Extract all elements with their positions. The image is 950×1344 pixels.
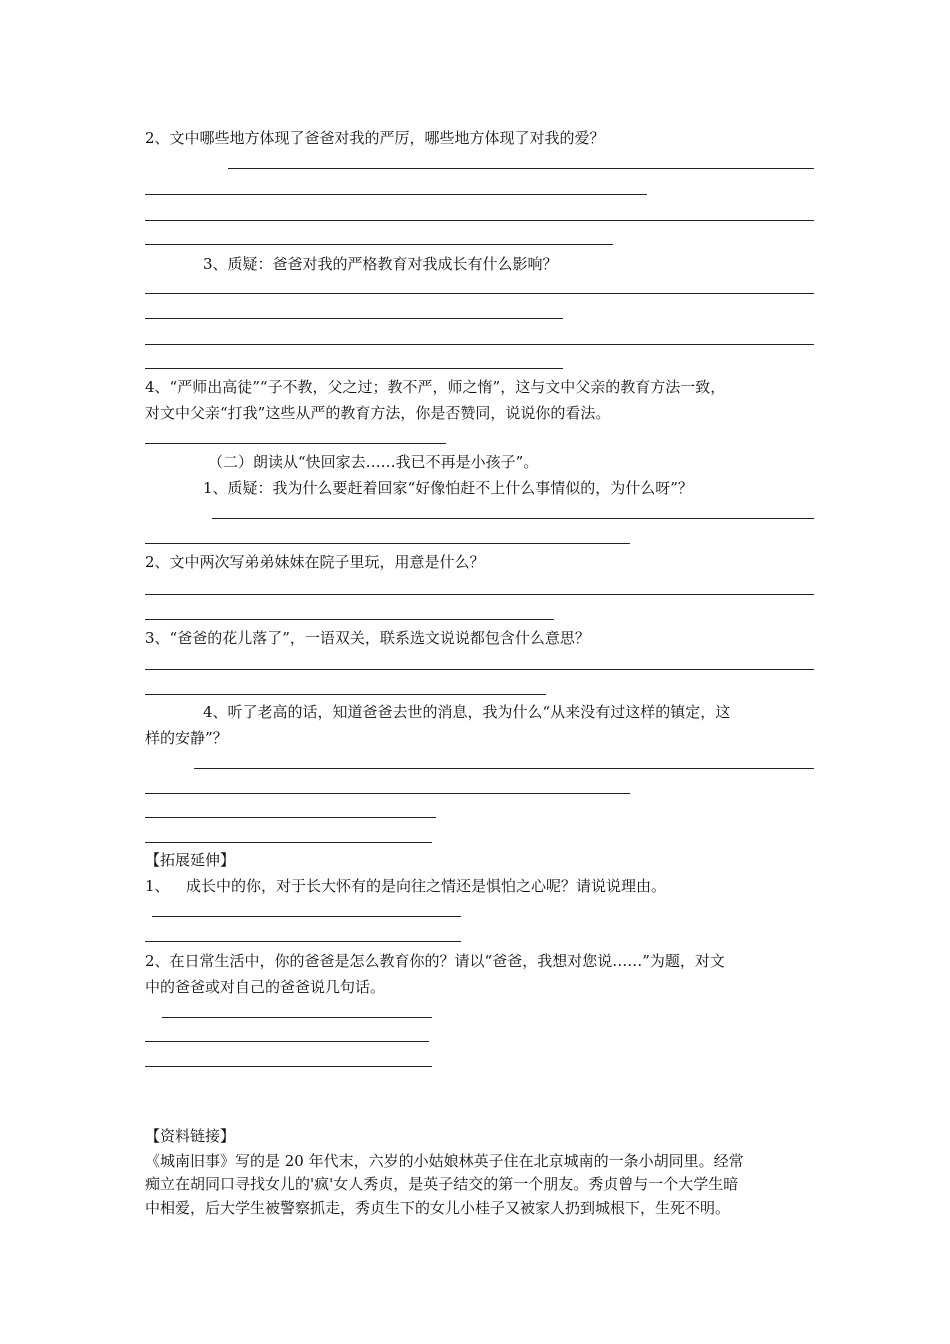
answer-line[interactable]: [212, 518, 814, 519]
question-2: 2、文中哪些地方体现了爸爸对我的严厉，哪些地方体现了对我的爱？: [145, 129, 605, 147]
s2-question-3: 3、“爸爸的花儿落了”，一语双关，联系选文说说都包含什么意思？: [145, 629, 590, 647]
answer-line[interactable]: [145, 941, 461, 942]
ext-question-1-number: 1、: [145, 877, 170, 895]
answer-line[interactable]: [145, 619, 554, 620]
answer-line[interactable]: [152, 916, 461, 917]
section-2-heading: （二）朗读从“快回家去……我已不再是小孩子”。: [208, 453, 539, 471]
answer-line[interactable]: [145, 842, 432, 843]
answer-line[interactable]: [145, 293, 814, 294]
question-3: 3、质疑：爸爸对我的严格教育对我成长有什么影响？: [203, 255, 558, 273]
resource-paragraph-line3: 中相爱，后大学生被警察抓走，秀贞生下的女儿小桂子又被家人扔到城根下，生死不明。: [145, 1199, 731, 1217]
answer-line[interactable]: [145, 669, 814, 670]
answer-line[interactable]: [228, 168, 814, 169]
answer-line[interactable]: [145, 194, 647, 195]
answer-line[interactable]: [145, 594, 814, 595]
question-4-line1: 4、“严师出高徒”“子不教，父之过；教不严，师之惰”，这与文中父亲的教育方法一致，: [145, 378, 726, 396]
extension-heading: 【拓展延伸】: [145, 851, 236, 869]
answer-line[interactable]: [162, 1017, 432, 1018]
answer-line[interactable]: [145, 694, 546, 695]
answer-line[interactable]: [145, 817, 436, 818]
resource-paragraph-line1: 《城南旧事》写的是 20 年代末，六岁的小姑娘林英子住在北京城南的一条小胡同里。经常: [145, 1152, 744, 1170]
answer-line[interactable]: [145, 1066, 432, 1067]
s2-question-4-line1: 4、听了老高的话，知道爸爸去世的消息，我为什么“从来没有过这样的镇定，这: [203, 703, 731, 721]
answer-line[interactable]: [145, 244, 613, 245]
question-4-line2: 对文中父亲“打我”这些从严的教育方法，你是否赞同，说说你的看法。: [145, 404, 611, 422]
answer-line[interactable]: [145, 443, 446, 444]
s2-question-2: 2、文中两次写弟弟妹妹在院子里玩，用意是什么？: [145, 553, 485, 571]
answer-line[interactable]: [145, 368, 563, 369]
answer-line[interactable]: [145, 793, 630, 794]
ext-question-1-text: 成长中的你，对于长大怀有的是向往之情还是惧怕之心呢？请说说理由。: [186, 877, 667, 895]
answer-line[interactable]: [145, 1041, 429, 1042]
answer-line[interactable]: [145, 318, 563, 319]
resource-heading: 【资料链接】: [145, 1127, 236, 1145]
ext-question-2-line1: 2、在日常生活中，你的爸爸是怎么教育你的？请以“爸爸，我想对您说……”为题，对文: [145, 952, 725, 970]
s2-question-4-line2: 样的安静”？: [145, 729, 228, 747]
answer-line[interactable]: [145, 344, 814, 345]
answer-line[interactable]: [145, 220, 814, 221]
ext-question-2-line2: 中的爸爸或对自己的爸爸说几句话。: [145, 978, 386, 996]
answer-line[interactable]: [145, 543, 630, 544]
s2-question-1: 1、质疑：我为什么要赶着回家“好像怕赶不上什么事情似的，为什么呀”？: [203, 479, 693, 497]
answer-line[interactable]: [194, 768, 814, 769]
resource-paragraph-line2: 痴立在胡同口寻找女儿的'疯'女人秀贞，是英子结交的第一个朋友。秀贞曾与一个大学生暗: [145, 1175, 739, 1193]
